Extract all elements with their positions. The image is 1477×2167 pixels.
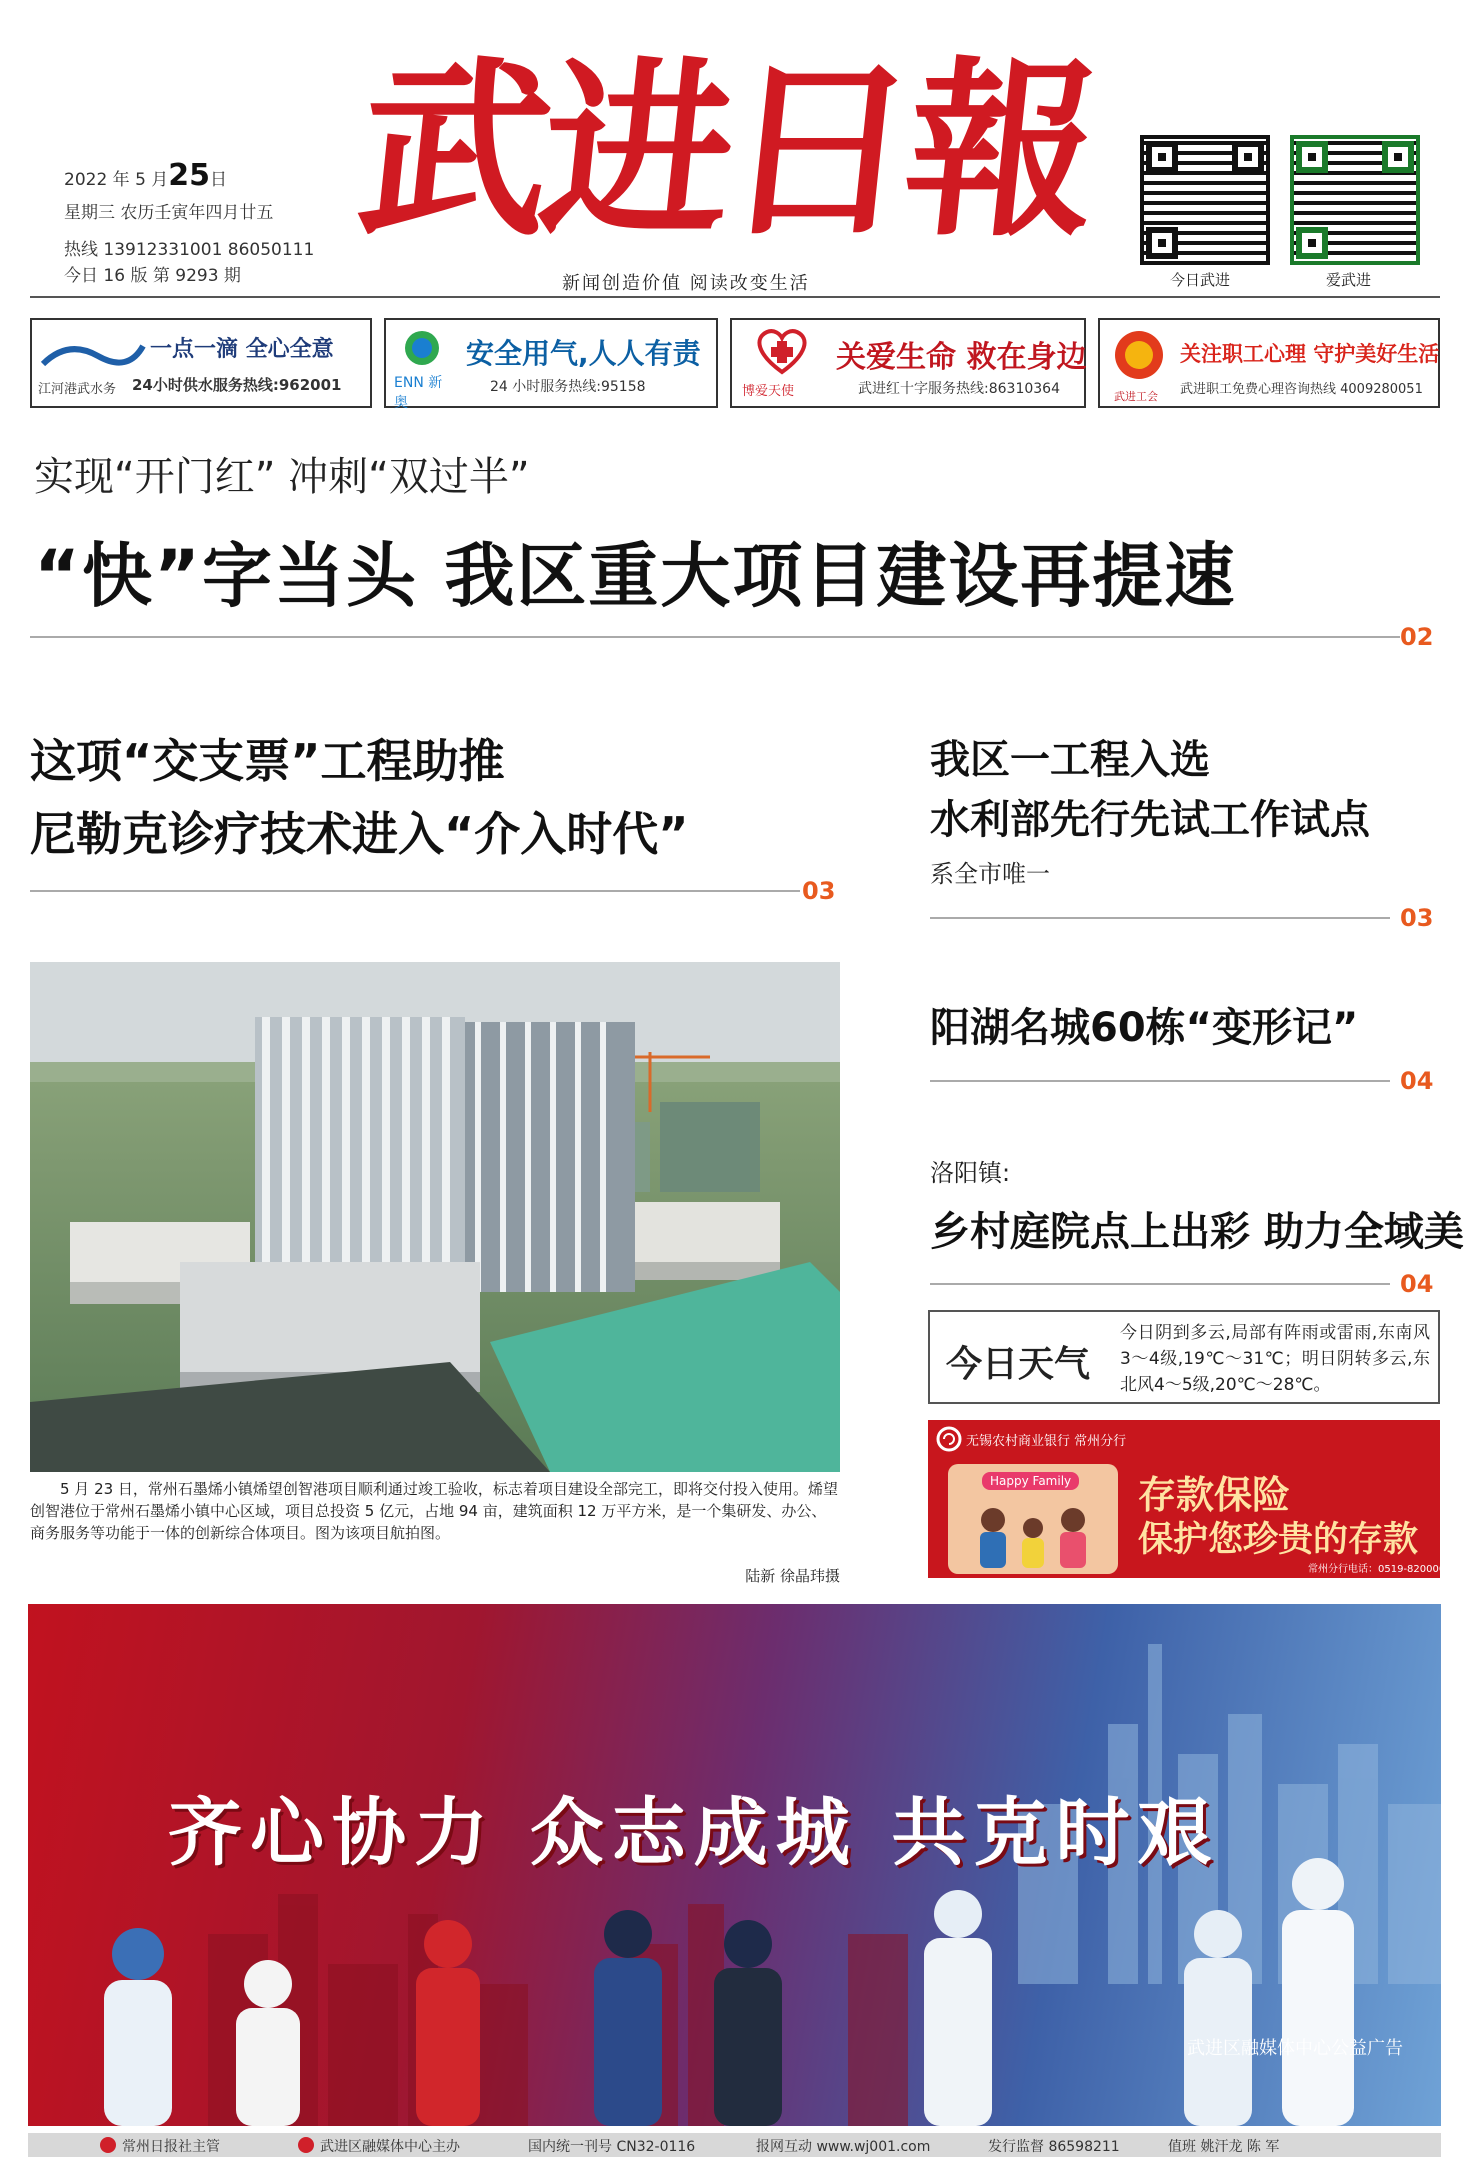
ad-brand: 江河港武水务 bbox=[38, 382, 117, 397]
footer-duty-editors: 值班 姚汗龙 陈 军 bbox=[1168, 2139, 1280, 2155]
weekday-lunar: 星期三 农历壬寅年四月廿五 bbox=[64, 203, 274, 223]
changzhou-daily-logo-icon bbox=[98, 2135, 118, 2155]
bank-ad-phone: 常州分行电话：0519-82000008 bbox=[1308, 1564, 1458, 1575]
ad-brand: ENN 新奥 bbox=[394, 375, 443, 411]
edition-info: 今日 16 版 第 9293 期 bbox=[64, 266, 241, 286]
ad-bank-deposit-insurance[interactable] bbox=[928, 1420, 1458, 1578]
family-illustration bbox=[948, 1464, 1118, 1574]
story-title-line1[interactable]: 这项“交支票”工程助推 bbox=[30, 734, 505, 788]
aerial-photo bbox=[30, 962, 840, 1472]
ad-hotline: 武进职工免费心理咨询热线 4009280051 bbox=[1180, 382, 1423, 397]
ad-hotline: 24小时供水服务热线:962001 bbox=[132, 376, 342, 394]
story-rule bbox=[30, 890, 800, 892]
story-rule bbox=[930, 1283, 1390, 1285]
public-service-banner bbox=[28, 1604, 1441, 2126]
enn-logo-icon bbox=[394, 328, 450, 368]
bank-ad-title-line1: 存款保险 bbox=[1138, 1473, 1291, 1517]
ad-title: 关注职工心理 守护美好生活 bbox=[1180, 342, 1440, 366]
page-number[interactable]: 04 bbox=[1400, 1067, 1434, 1095]
wujin-media-logo-icon bbox=[296, 2135, 316, 2155]
ad-title: 一点一滴 全心全意 bbox=[150, 337, 334, 362]
story-subtitle: 系全市唯一 bbox=[930, 860, 1050, 888]
page-number[interactable]: 03 bbox=[1400, 904, 1434, 932]
story-title-line1[interactable]: 我区一工程入选 bbox=[930, 737, 1210, 783]
masthead-divider bbox=[30, 296, 1440, 298]
story-rule bbox=[930, 917, 1390, 919]
ad-brand: 博爱天使 bbox=[742, 384, 795, 399]
weather-forecast: 今日阴到多云,局部有阵雨或雷雨,东南风3～4级,19℃～31℃；明日阴转多云,东北风4～5级,20℃～28℃。 bbox=[1120, 1323, 1430, 1395]
footer-bar bbox=[28, 2133, 1441, 2157]
footer-sponsor: 常州日报社主管 bbox=[122, 2139, 220, 2155]
weather-box bbox=[928, 1310, 1440, 1404]
family-people-icon bbox=[968, 1500, 1098, 1570]
lead-headline[interactable]: “快”字当头 我区重大项目建设再提速 bbox=[34, 535, 1237, 617]
ad-hotline: 24 小时服务热线:95158 bbox=[490, 379, 646, 395]
wechat-qr-code-icon bbox=[1290, 135, 1420, 265]
ad-water-service[interactable] bbox=[30, 318, 372, 408]
lead-rule bbox=[30, 636, 1400, 638]
masthead-slogan: 新闻创造价值 阅读改变生活 bbox=[562, 273, 810, 294]
qr-code-icon bbox=[1140, 135, 1270, 265]
story-title[interactable]: 阳湖名城60栋“变形记” bbox=[930, 1005, 1359, 1051]
ad-brand: 武进工会 bbox=[1114, 390, 1158, 403]
story-title-line2[interactable]: 水利部先行先试工作试点 bbox=[930, 797, 1370, 843]
lead-kicker: 实现“开门红” 冲刺“双过半” bbox=[34, 454, 530, 500]
hotline: 热线 13912331001 86050111 bbox=[64, 240, 315, 260]
newspaper-title: 武进日報 bbox=[349, 39, 1101, 262]
qr-label-love: 爱武进 bbox=[1326, 271, 1372, 289]
union-emblem-icon bbox=[1112, 328, 1166, 382]
ad-union-psychology[interactable] bbox=[1098, 318, 1440, 408]
ad-title: 安全用气,人人有责 bbox=[466, 337, 701, 370]
ad-title: 关爱生命 救在身边 bbox=[836, 340, 1087, 375]
building-illustration bbox=[30, 962, 840, 1472]
happy-family-badge: Happy Family bbox=[982, 1472, 1079, 1490]
page-number[interactable]: 04 bbox=[1400, 1270, 1434, 1298]
photo-caption: 5 月 23 日，常州石墨烯小镇烯望创智港项目顺利通过竣工验收，标志着项目建设全部完工，即将交付投入使用。烯望创智港位于常州石墨烯小镇中心区域，项目总投资 5 亿元，占地 94 亩，建筑面积 12 万平方米，是一个集研发、办公、商务服务等功能于一体的创新综合体项目。图为该项目航拍图。 bbox=[30, 1480, 838, 1542]
bank-name: 无锡农村商业银行 常州分行 bbox=[966, 1434, 1127, 1449]
qr-label-today: 今日武进 bbox=[1170, 271, 1231, 289]
heart-cross-icon bbox=[752, 326, 812, 376]
weather-label: 今日天气 bbox=[946, 1344, 1091, 1385]
ad-red-cross[interactable] bbox=[730, 318, 1086, 408]
photo-credit: 陆新 徐晶玮摄 bbox=[745, 1567, 840, 1585]
banner-slogan: 齐心协力 众志成城 共克时艰 bbox=[168, 1790, 1220, 1876]
banner-credit: 武进区融媒体中心公益广告 bbox=[1187, 2038, 1403, 2059]
footer-organizer: 武进区融媒体中心主办 bbox=[320, 2139, 460, 2155]
date-suffix: 日 bbox=[210, 170, 228, 190]
footer-website[interactable]: 报网互动 www.wj001.com bbox=[756, 2139, 931, 2155]
ad-hotline: 武进红十字服务热线:86310364 bbox=[858, 381, 1060, 397]
date-day: 25 bbox=[168, 158, 211, 193]
ad-gas-safety[interactable] bbox=[384, 318, 718, 411]
story-title[interactable]: 乡村庭院点上出彩 助力全域美 bbox=[930, 1209, 1464, 1255]
issue-date bbox=[64, 158, 227, 193]
bank-ad-title-line2: 保护您珍贵的存款 bbox=[1138, 1520, 1419, 1560]
water-wave-icon bbox=[38, 334, 148, 374]
footer-issn: 国内统一刊号 CN32-0116 bbox=[528, 2139, 696, 2155]
page-number[interactable]: 02 bbox=[1400, 623, 1434, 651]
date-prefix: 2022 年 5 月 bbox=[64, 170, 169, 190]
story-title-line2[interactable]: 尼勒克诊疗技术进入“介入时代” bbox=[30, 807, 689, 861]
story-kicker: 洛阳镇: bbox=[930, 1159, 1011, 1187]
footer-distribution: 发行监督 86598211 bbox=[988, 2139, 1120, 2155]
page-number[interactable]: 03 bbox=[802, 877, 836, 905]
bank-logo-icon bbox=[936, 1426, 962, 1452]
story-rule bbox=[930, 1080, 1390, 1082]
